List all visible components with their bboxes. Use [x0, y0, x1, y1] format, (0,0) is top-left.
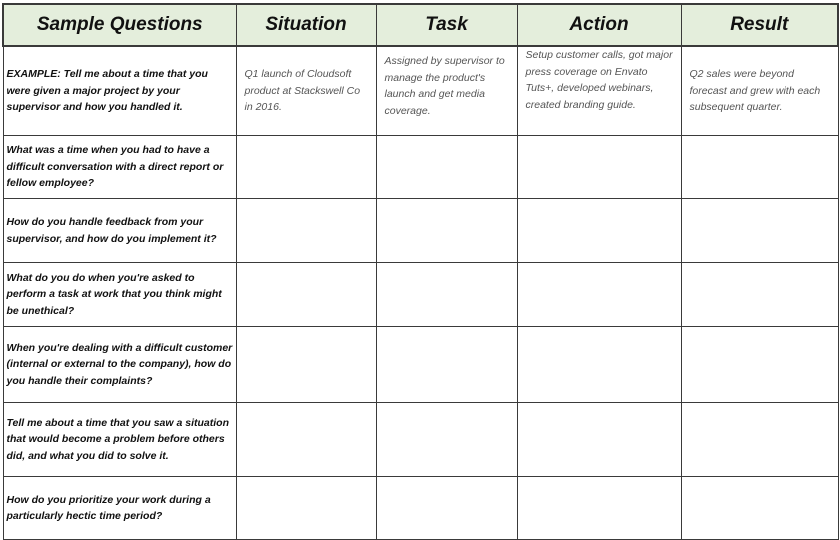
question-cell: What was a time when you had to have a difficult conversation with a direct report or fellow employee?	[3, 136, 236, 199]
action-cell[interactable]	[517, 327, 681, 403]
action-cell[interactable]	[517, 263, 681, 327]
task-cell[interactable]	[376, 199, 517, 263]
result-cell[interactable]	[681, 136, 838, 199]
result-cell[interactable]	[681, 263, 838, 327]
table-row	[3, 263, 838, 327]
action-cell[interactable]	[517, 403, 681, 477]
example-result: Q2 sales were beyond forecast and grew with each subsequent quarter.	[681, 46, 838, 136]
table-row	[3, 199, 838, 263]
situation-cell[interactable]	[236, 136, 376, 199]
question-cell: Tell me about a time that you saw a situation that would become a problem before others did, and what you did to solve it.	[3, 403, 236, 477]
example-task: Assigned by supervisor to manage the product's launch and get media coverage.	[376, 46, 517, 136]
header-task: Task	[376, 4, 517, 46]
result-cell[interactable]	[681, 477, 838, 540]
questions-table	[2, 3, 839, 540]
example-action: Setup customer calls, got major press coverage on Envato Tuts+, developed webinars, created branding guide.	[517, 46, 681, 136]
example-row	[3, 46, 838, 136]
result-cell[interactable]	[681, 199, 838, 263]
action-cell[interactable]	[517, 199, 681, 263]
situation-cell[interactable]	[236, 403, 376, 477]
action-cell[interactable]	[517, 477, 681, 540]
situation-cell[interactable]	[236, 327, 376, 403]
question-cell: How do you prioritize your work during a particularly hectic time period?	[3, 477, 236, 540]
task-cell[interactable]	[376, 263, 517, 327]
header-result: Result	[681, 4, 838, 46]
task-cell[interactable]	[376, 136, 517, 199]
question-cell: What do you do when you're asked to perform a task at work that you think might be unethical?	[3, 263, 236, 327]
table-row	[3, 403, 838, 477]
table-row	[3, 136, 838, 199]
task-cell[interactable]	[376, 403, 517, 477]
example-situation: Q1 launch of Cloudsoft product at Stackswell Co in 2016.	[236, 46, 376, 136]
table-row	[3, 477, 838, 540]
result-cell[interactable]	[681, 327, 838, 403]
task-cell[interactable]	[376, 477, 517, 540]
situation-cell[interactable]	[236, 263, 376, 327]
task-cell[interactable]	[376, 327, 517, 403]
example-question: EXAMPLE: Tell me about a time that you were given a major project by your supervisor and how you handled it.	[3, 46, 236, 136]
question-cell: How do you handle feedback from your supervisor, and how do you implement it?	[3, 199, 236, 263]
situation-cell[interactable]	[236, 199, 376, 263]
question-cell: When you're dealing with a difficult customer (internal or external to the company), how do you handle their complaints?	[3, 327, 236, 403]
header-sample-questions: Sample Questions	[3, 4, 236, 46]
table-row	[3, 327, 838, 403]
result-cell[interactable]	[681, 403, 838, 477]
header-action: Action	[517, 4, 681, 46]
action-cell[interactable]	[517, 136, 681, 199]
situation-cell[interactable]	[236, 477, 376, 540]
header-situation: Situation	[236, 4, 376, 46]
header-row	[3, 4, 838, 46]
